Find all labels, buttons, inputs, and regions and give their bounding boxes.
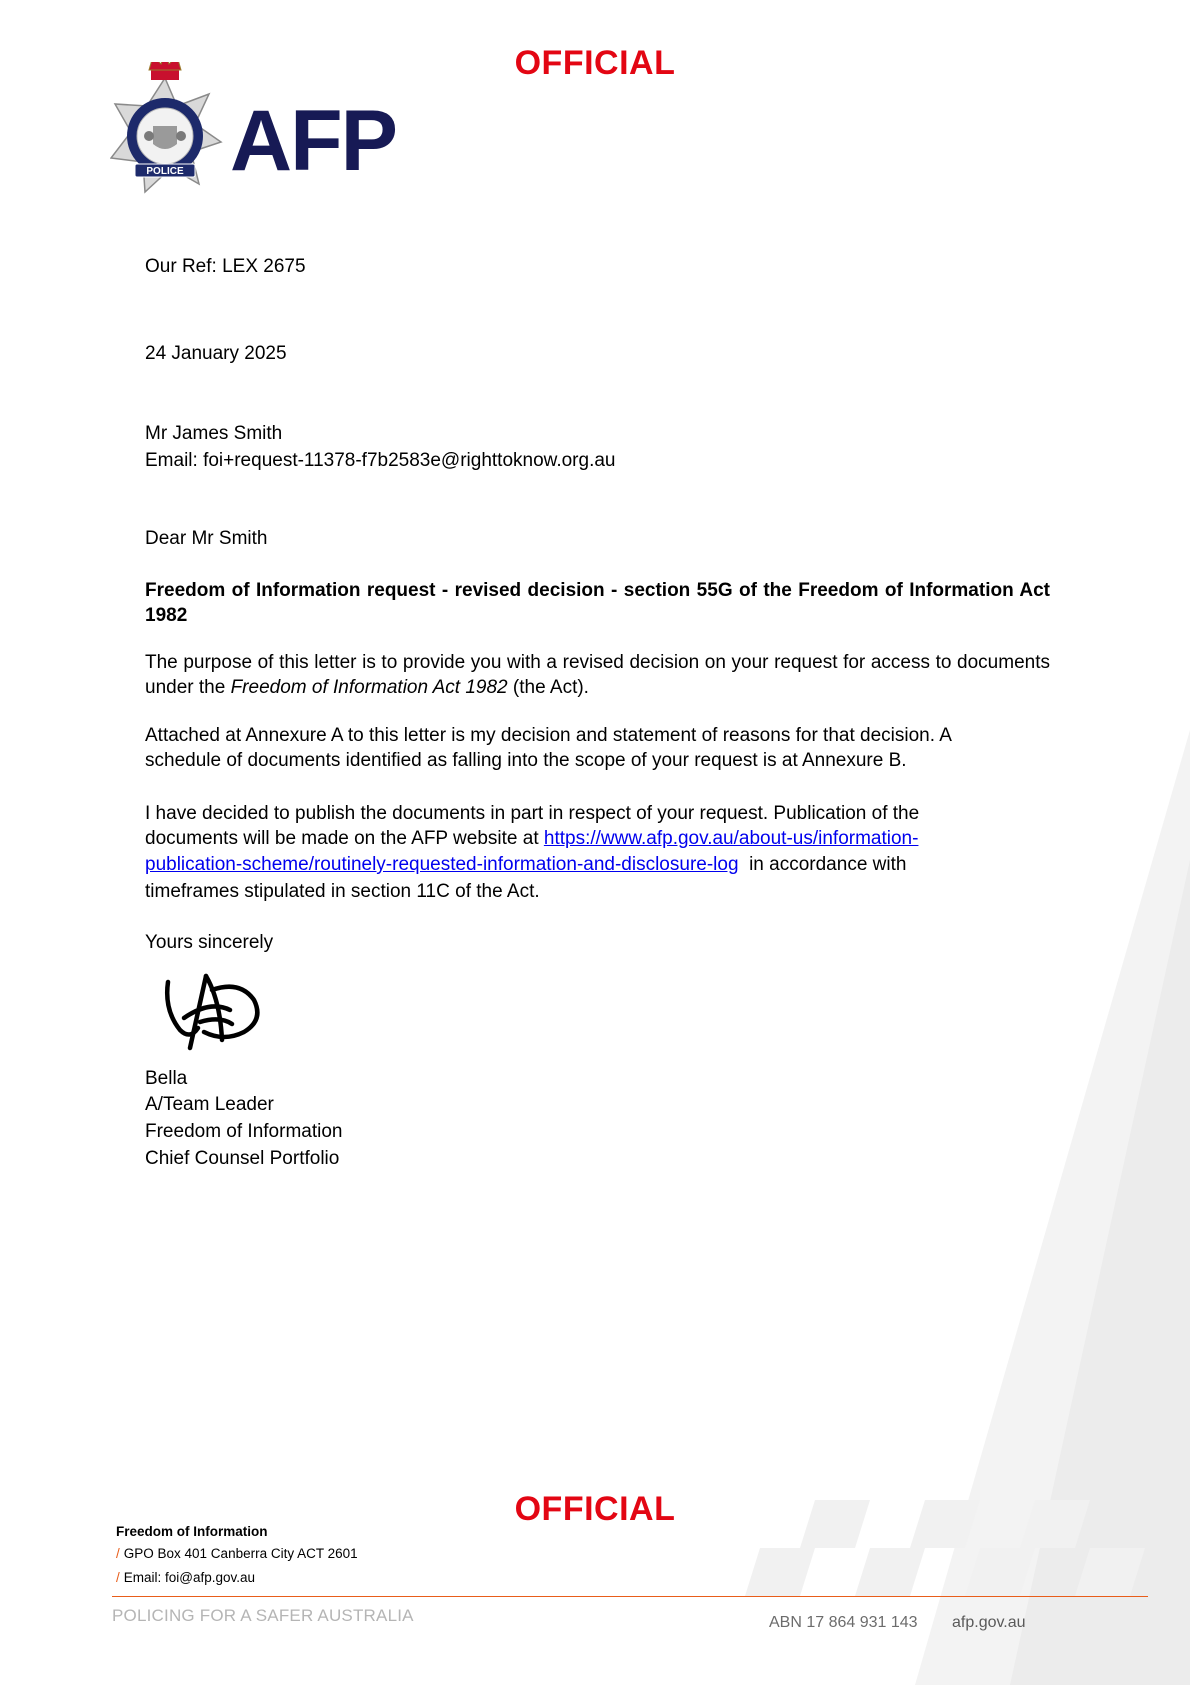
signatory-unit: Freedom of Information [145, 1121, 343, 1142]
footer-address-text: GPO Box 401 Canberra City ACT 2601 [123, 1546, 358, 1561]
para3-line1: I have decided to publish the documents in part in respect of your request. Publication of the [145, 803, 920, 824]
signature-image [160, 970, 270, 1052]
footer-email [116, 1570, 255, 1585]
footer-abn: ABN 17 864 931 143 [769, 1614, 918, 1631]
footer-org-name: Freedom of Information [116, 1524, 268, 1539]
footer-address [116, 1546, 358, 1561]
para1-text: The purpose of this letter is to provide you with a revised decision on your request for access to documents under the [145, 652, 1050, 698]
letter-subject: Freedom of Information request - revised decision - section 55G of the Freedom of Information Act 1982 [145, 580, 1050, 626]
paragraph-purpose [145, 650, 1050, 700]
reference-line: Our Ref: LEX 2675 [145, 256, 306, 277]
letter-date: 24 January 2025 [145, 343, 287, 364]
disclosure-log-link-part1[interactable]: https://www.afp.gov.au/about-us/information- [543, 828, 919, 849]
footer-email-text: Email: foi@afp.gov.au [123, 1570, 256, 1585]
para3-line3-suffix: in accordance with [738, 854, 907, 875]
para3-line3 [145, 852, 906, 877]
para2-line2: schedule of documents identified as falling into the scope of your request is at Annexure B. [145, 750, 907, 771]
para3-line4: timeframes stipulated in section 11C of the Act. [145, 881, 540, 902]
signatory-portfolio: Chief Counsel Portfolio [145, 1148, 340, 1169]
footer-website: afp.gov.au [952, 1614, 1026, 1631]
disclosure-log-link-part2[interactable]: publication-scheme/routinely-requested-information-and-disclosure-log [145, 854, 739, 875]
footer-tagline: POLICING FOR A SAFER AUSTRALIA [112, 1606, 414, 1625]
footer-divider [112, 1596, 1148, 1597]
para2-line1: Attached at Annexure A to this letter is my decision and statement of reasons for that decision. A [145, 725, 952, 746]
recipient-email: Email: foi+request-11378-f7b2583e@righttoknow.org.au [145, 450, 616, 471]
para3-line2 [145, 826, 918, 851]
afp-wordmark: AFP [230, 93, 396, 189]
salutation: Dear Mr Smith [145, 528, 268, 549]
act-title: Freedom of Information Act 1982 [230, 677, 508, 698]
signatory-title: A/Team Leader [145, 1094, 274, 1115]
para1-suffix: (the Act). [507, 677, 589, 698]
badge-banner-text: POLICE [146, 166, 184, 177]
para3-line2-prefix: documents will be made on the AFP website at [145, 828, 544, 849]
classification-marking-top: OFFICIAL [514, 44, 676, 82]
signatory-name: Bella [145, 1068, 188, 1089]
closing: Yours sincerely [145, 932, 274, 953]
classification-marking-bottom: OFFICIAL [514, 1490, 676, 1528]
recipient-name: Mr James Smith [145, 423, 283, 444]
footer-slash: / [116, 1570, 120, 1585]
footer-slash: / [116, 1546, 120, 1561]
